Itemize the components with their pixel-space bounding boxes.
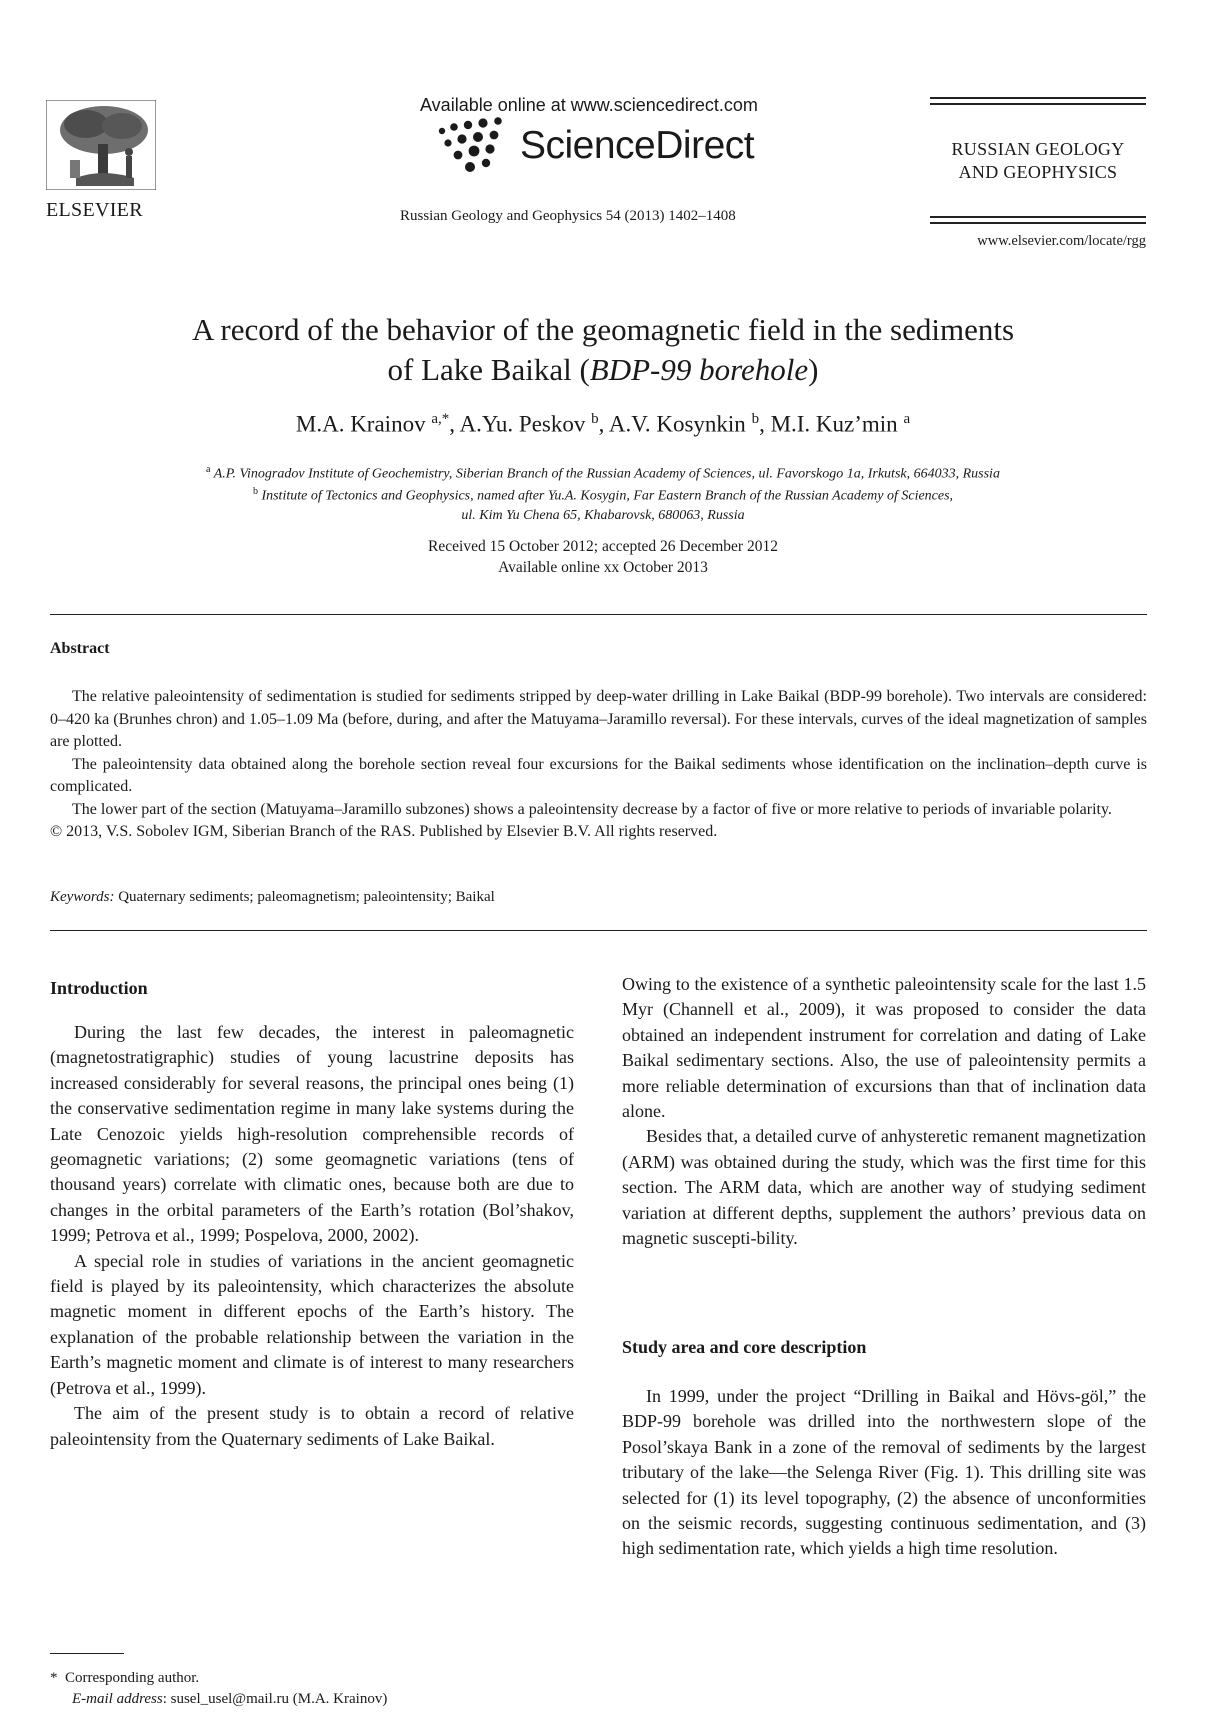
copyright-line: © 2013, V.S. Sobolev IGM, Siberian Branch of the RAS. Published by Elsevier B.V. All rights reserved. <box>50 823 718 840</box>
title-line1: A record of the behavior of the geomagnetic field in the sediments <box>191 312 1015 347</box>
journal-reference: Russian Geology and Geophysics 54 (2013) 1402–1408 <box>400 208 736 224</box>
abstract-heading: Abstract <box>50 640 110 657</box>
body-paragraph: Besides that, a detailed curve of anhysteretic remanent magnetization (ARM) was obtained during the study, which was the first time for this section. The ARM data, which are another way of studying sediment variation at different depths, supplement the authors’ previous data on magnetic suscepti-bility. <box>622 1126 1146 1249</box>
author-name[interactable]: A.V. Kosynkin <box>608 411 746 437</box>
affiliation-b-sup: b <box>252 486 258 497</box>
elsevier-tree-logo <box>46 100 156 190</box>
abstract-paragraph: The paleointensity data obtained along the borehole section reveal four excursions for the Baikal sediments whose identification on the inclination–depth curve is complicated. <box>50 755 1147 795</box>
available-date: Available online xx October 2013 <box>498 559 708 576</box>
body-paragraph: The aim of the present study is to obtain a record of relative paleointensity from the Quaternary sediments of Lake Baikal. <box>50 1403 574 1449</box>
article-title <box>60 310 1146 390</box>
author-sup: b <box>751 411 760 427</box>
masthead-rule-top <box>930 97 1146 99</box>
corresponding-text: Corresponding author. <box>65 1670 200 1686</box>
body-paragraph: In 1999, under the project “Drilling in Baikal and Hövs-göl,” the BDP-99 borehole was drilled into the northwestern slope of the Posol’skaya Bank in a zone of the removal of sediments by the largest tributary of the lake—the Selenga River (Fig. 1). This drilling site was selected for (1) its level topography, (2) the absence of unconformities on the seismic records, suggesting continuous sedimentation, and (3) high sedimentation rate, which yields a high time resolution. <box>622 1386 1146 1559</box>
affiliation-a-text: A.P. Vinogradov Institute of Geochemistry, Siberian Branch of the Russian Academy of Sciences, ul. Favorskogo 1a, Irkutsk, 664033, Russia <box>213 466 1000 482</box>
affiliation-b-text: Institute of Tectonics and Geophysics, named after Yu.A. Kosygin, Far Eastern Branch of the Russian Academy of Sciences, <box>261 488 954 504</box>
abstract-paragraph: The relative paleointensity of sedimentation is studied for sediments stripped by deep-water drilling in Lake Baikal (BDP-99 borehole). Two intervals are considered: 0–420 ka (Brunhes chron) and 1.05–1.09 Ma (before, during, and after the Matuyama–Jaramillo reversal). For these intervals, curves of the ideal magnetization of samples are plotted. <box>50 688 1147 750</box>
keywords-label: Keywords: <box>50 889 115 905</box>
keywords-list: Quaternary sediments; paleomagnetism; paleointensity; Baikal <box>118 889 495 905</box>
publisher-wordmark: ELSEVIER <box>46 199 143 221</box>
footnote-rule <box>50 1653 124 1654</box>
journal-url-link[interactable]: www.elsevier.com/locate/rgg <box>977 233 1146 249</box>
author-list: M.A. Krainov $^{a,*}$, A.Yu. Peskov $^b$, A.V. Kosynkin $^b$, M.I. Kuz’min $^a$ <box>295 411 911 437</box>
abstract-paragraph: The lower part of the section (Matuyama–Jaramillo subzones) shows a paleointensity decrease by a factor of five or more relative to periods of invariable polarity. <box>72 800 1112 818</box>
masthead-rule-top-2 <box>930 103 1146 105</box>
abstract-rule-bottom <box>50 930 1147 931</box>
email-label: E-mail address <box>72 1691 163 1707</box>
author-sup: a,* <box>431 411 450 427</box>
title-line2-italic: BDP-99 borehole <box>589 352 809 387</box>
footnote-marker: * <box>50 1670 58 1686</box>
section-heading-study-area: Study area and core description <box>622 1337 867 1357</box>
body-paragraph: A special role in studies of variations in the ancient geomagnetic field is played by its paleointensity, which characterizes the absolute magnetic moment in different epochs of the Earth’s history. The explanation of the probable relationship between the variation in the Earth’s magnetic moment and climate is of interest to many researchers (Petrova et al., 1999). <box>50 1250 574 1398</box>
sciencedirect-dots-logo <box>436 117 526 173</box>
affiliation-a <box>60 464 1146 483</box>
abstract-body <box>50 686 1147 844</box>
abstract-rule-top <box>50 614 1147 615</box>
footnote <box>50 1668 387 1710</box>
masthead-rule-bottom-2 <box>930 222 1146 224</box>
email-address[interactable]: : susel_usel@mail.ru (M.A. Krainov) <box>162 1691 388 1707</box>
title-line2-suffix: ) <box>808 352 819 387</box>
received-dates: Received 15 October 2012; accepted 26 December 2012 <box>428 538 778 555</box>
journal-name-line1: RUSSIAN GEOLOGY <box>951 139 1125 159</box>
journal-name <box>930 138 1146 184</box>
left-column <box>50 1020 574 1452</box>
author-sup: a <box>903 411 911 427</box>
journal-name-line2: AND GEOPHYSICS <box>958 162 1118 182</box>
author-name[interactable]: A.Yu. Peskov <box>459 411 586 437</box>
author-name[interactable]: M.I. Kuz’min <box>770 411 898 437</box>
body-paragraph: Owing to the existence of a synthetic paleointensity scale for the last 1.5 Myr (Channell et al., 2009), it was proposed to consider the data obtained an independent instrument for correlation and dating of Lake Baikal sedimentary sections. Also, the use of paleointensity permits a more reliable determination of excursions than that of inclination data alone. <box>622 974 1146 1122</box>
sciencedirect-wordmark: ScienceDirect <box>520 124 755 167</box>
body-paragraph: During the last few decades, the interest in paleomagnetic (magnetostratigraphic) studies of young lacustrine deposits has increased considerably for several reasons, the principal ones being (1) the conservative sedimentation regime in many lake systems during the Late Cenozoic yields high-resolution comprehensible records of geomagnetic variations; (2) some geomagnetic variations (tens of thousand years) correlate with climatic ones, because both are due to changes in the orbital parameters of the Earth’s rotation (Bol’shakov, 1999; Petrova et al., 1999; Pospelova, 2000, 2002). <box>50 1022 574 1246</box>
keywords <box>50 889 495 906</box>
title-line2 <box>60 350 1146 390</box>
masthead-rule-bottom <box>930 216 1146 218</box>
available-online-line[interactable]: Available online at www.sciencedirect.com <box>420 95 758 115</box>
affiliation-a-sup: a <box>206 464 211 475</box>
affiliation-b-line2: ul. Kim Yu Chena 65, Khabarovsk, 680063, Russia <box>461 508 745 523</box>
email-note <box>50 1689 387 1710</box>
affiliation-b <box>60 486 1146 505</box>
section-heading-introduction: Introduction <box>50 978 148 998</box>
corresponding-author-note <box>50 1668 387 1689</box>
right-column-top <box>622 972 1146 1251</box>
title-line2-prefix: of Lake Baikal ( <box>387 352 590 387</box>
right-column-bottom <box>622 1384 1146 1562</box>
author-name[interactable]: M.A. Krainov <box>295 411 426 437</box>
author-sup: b <box>591 411 599 427</box>
